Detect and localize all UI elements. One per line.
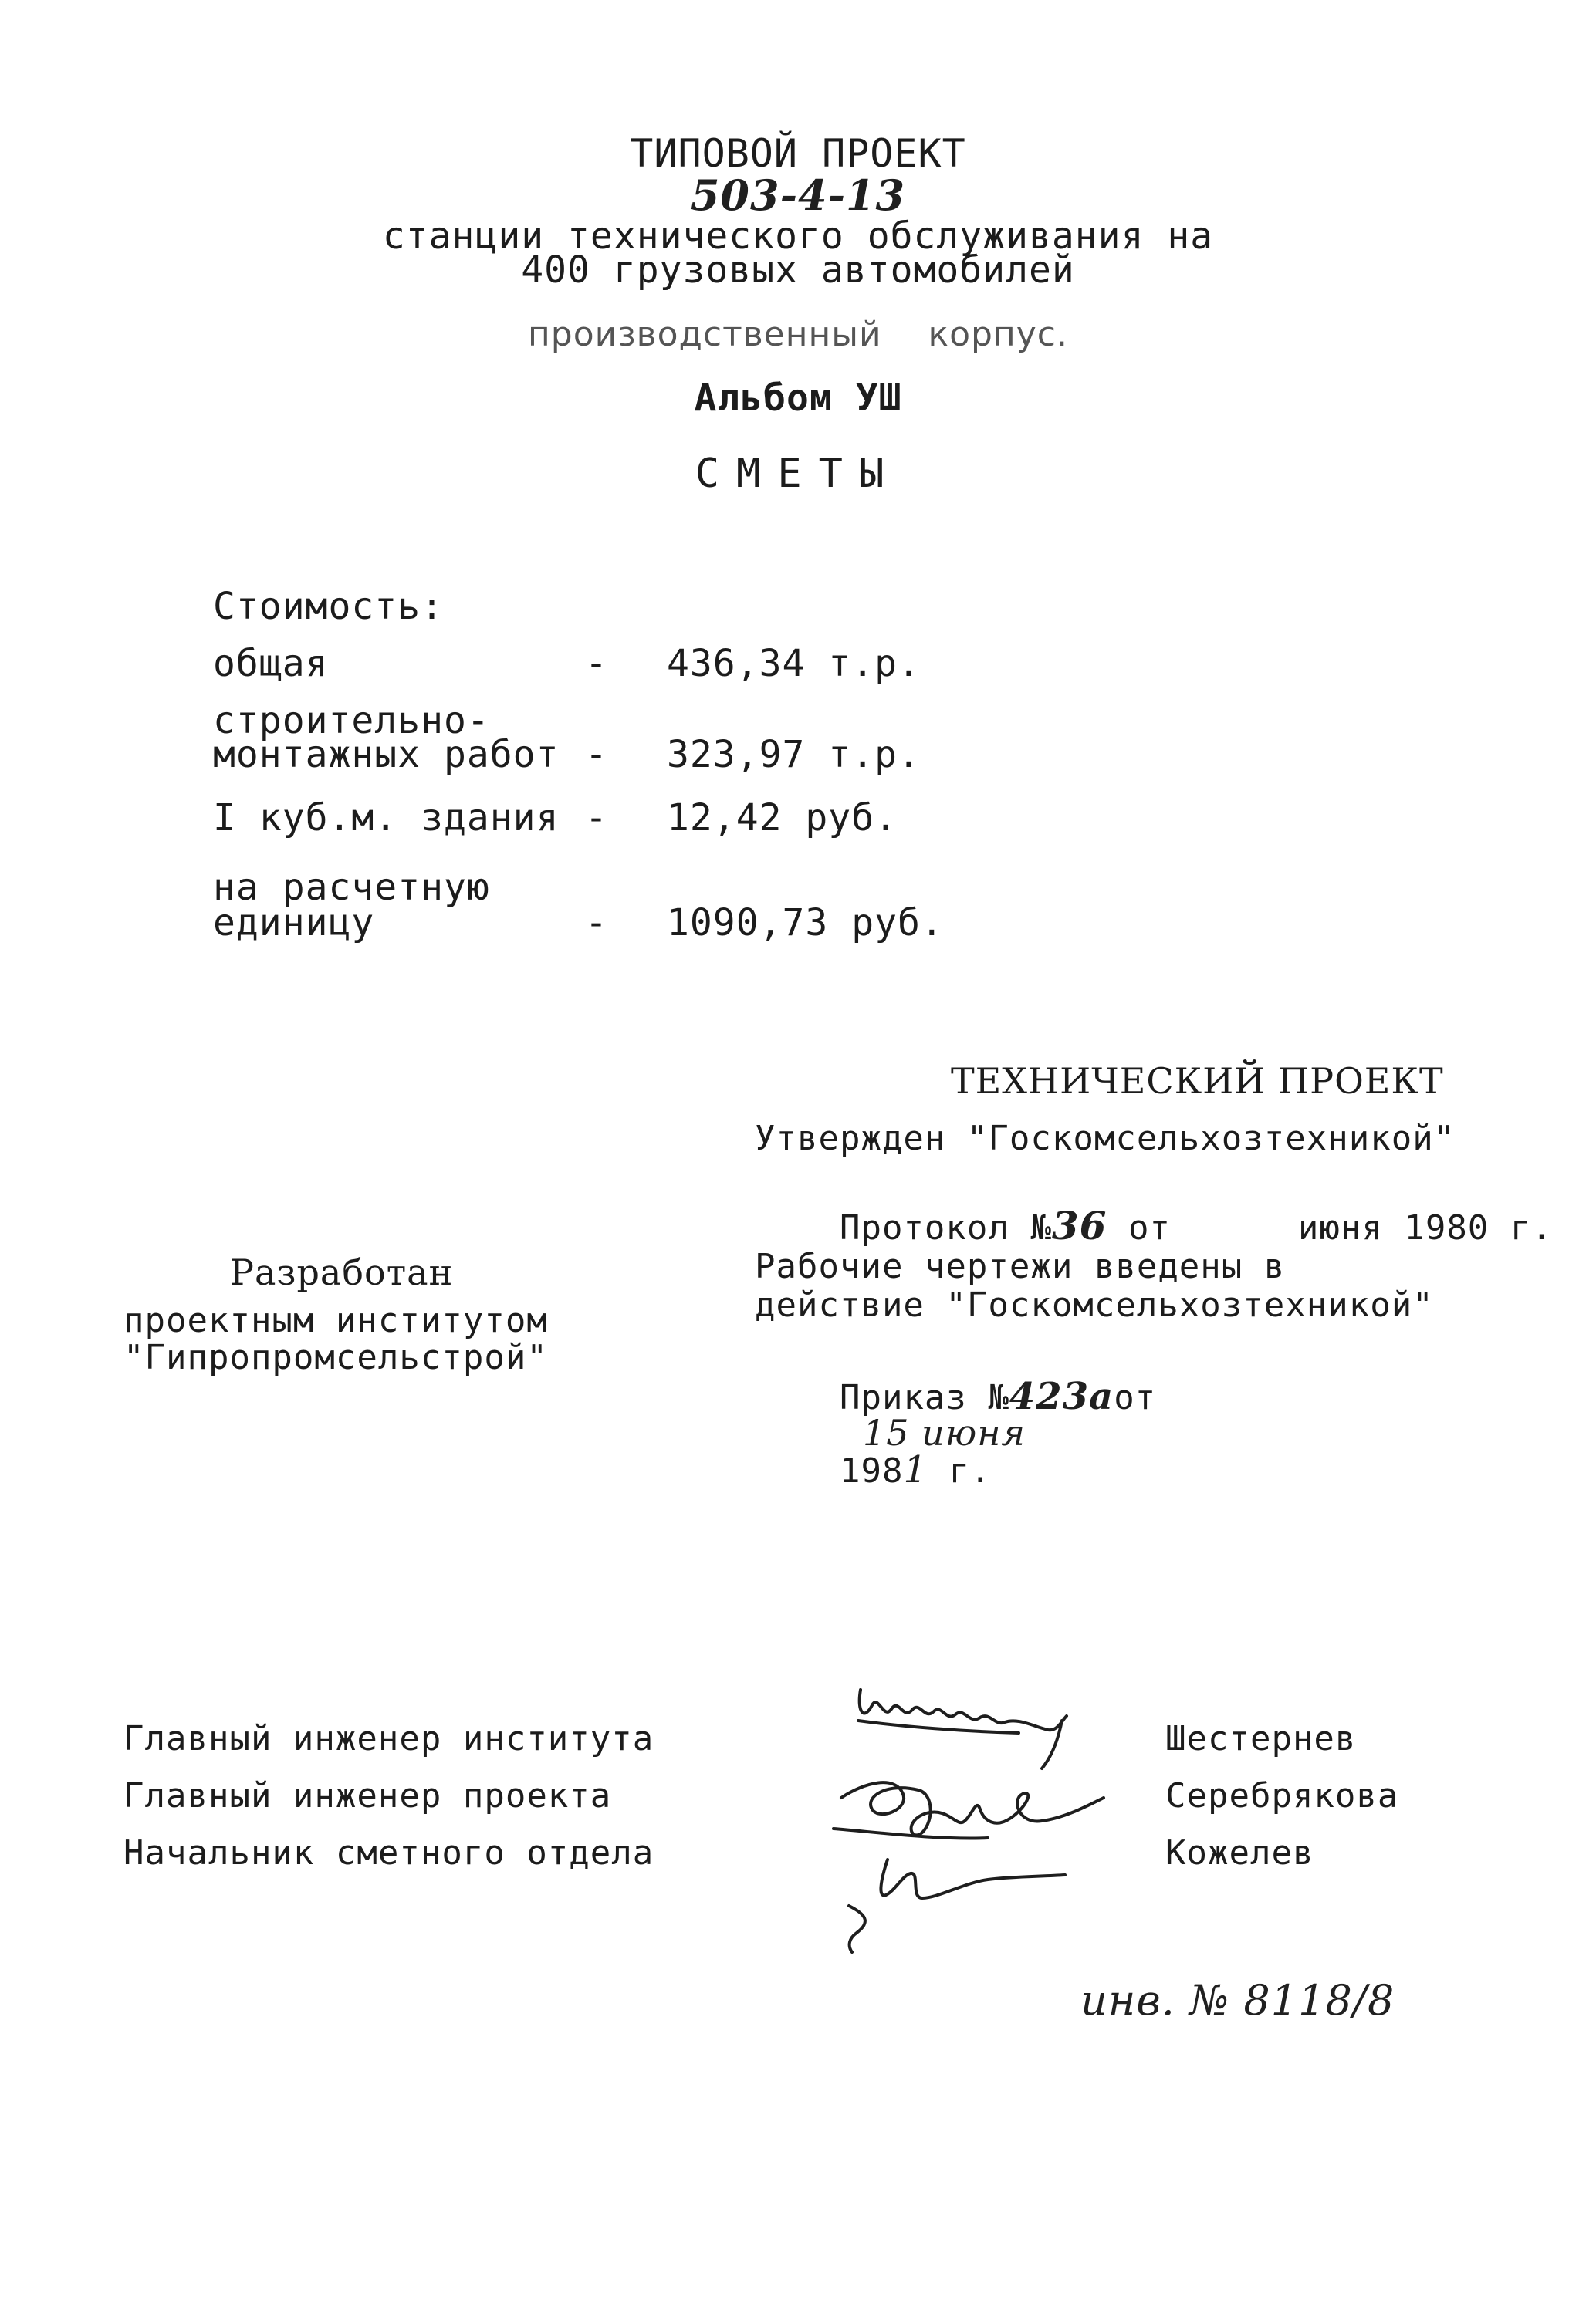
signature-role: Главный инженер проекта [123,1776,612,1816]
project-number: 503-4-13 [690,171,906,220]
signature-chief-engineer-project [834,1782,1104,1838]
drawings-line-2: действие "Госкомсельхозтехникой" [755,1285,1434,1325]
order-number: 423а [1009,1375,1114,1418]
approval-line: Утвержден "Госкомсельхозтехникой" [755,1119,1456,1158]
cost-row-label-line2: единицу [213,901,375,944]
drawings-line-1: Рабочие чертежи введены в [755,1247,1286,1286]
cost-row-label: на расчетную [213,866,490,909]
cost-row-value: 323,97 т.р. [667,733,921,776]
cost-heading: Стоимость: [213,585,444,628]
protocol-prefix: Протокол № [839,1208,1052,1248]
protocol-suffix: от июня 1980 г. [1107,1208,1553,1248]
cost-row-label: I куб.м. здания [213,796,560,839]
order-from: от [1114,1378,1157,1417]
project-type-title: ТИПОВОЙ ПРОЕКТ [630,131,966,176]
cost-row-dash: - [585,642,608,685]
order-prefix: Приказ № [839,1378,1009,1417]
cost-row-label-line2: монтажных работ [213,733,560,776]
protocol-number: 36 [1051,1203,1107,1248]
cost-row-dash: - [585,901,608,944]
signature-chief-engineer-institute [858,1690,1067,1768]
cost-row-value: 12,42 руб. [667,796,898,839]
handwritten-signatures [787,1667,1150,1975]
signature-name: Кожелев [1165,1833,1314,1873]
station-line-2: 400 грузовых автомобилей [521,248,1075,292]
signature-role: Главный инженер института [123,1719,654,1758]
technical-project-title: ТЕХНИЧЕСКИЙ ПРОЕКТ [951,1060,1444,1102]
order-line [755,1344,1156,1522]
developer-line-1: Разработан [230,1252,454,1293]
section-title: СМЕТЫ [695,451,901,497]
signature-head-estimate-dept [849,1860,1065,1952]
developer-line-3: "Гипропромсельстрой" [123,1338,548,1377]
inventory-number: инв. № 8118/8 [1080,1976,1395,2025]
signature-name: Шестернев [1165,1719,1357,1758]
cost-row-value: 1090,73 руб. [667,901,944,944]
cost-row-value: 436,34 т.р. [667,642,921,685]
signature-name: Серебрякова [1165,1776,1399,1816]
cost-row-label: строительно- [213,699,490,742]
cost-row-dash: - [585,733,608,776]
album-number: Альбом УШ [694,377,902,420]
developer-line-2: проектным институтом [123,1301,548,1340]
cost-row-dash: - [585,796,608,839]
order-year-suffix: г. [928,1451,992,1491]
signature-role: Начальник сметного отдела [123,1833,654,1873]
station-line-1: станции технического обслуживания на [382,214,1214,258]
order-date-handwritten: 15 июня [862,1412,1026,1454]
order-year-prefix: 198 [839,1451,904,1491]
building-name: производственный корпус. [528,315,1068,354]
order-year-handwritten: 1 [903,1448,928,1491]
cost-row-label: общая [213,642,329,685]
